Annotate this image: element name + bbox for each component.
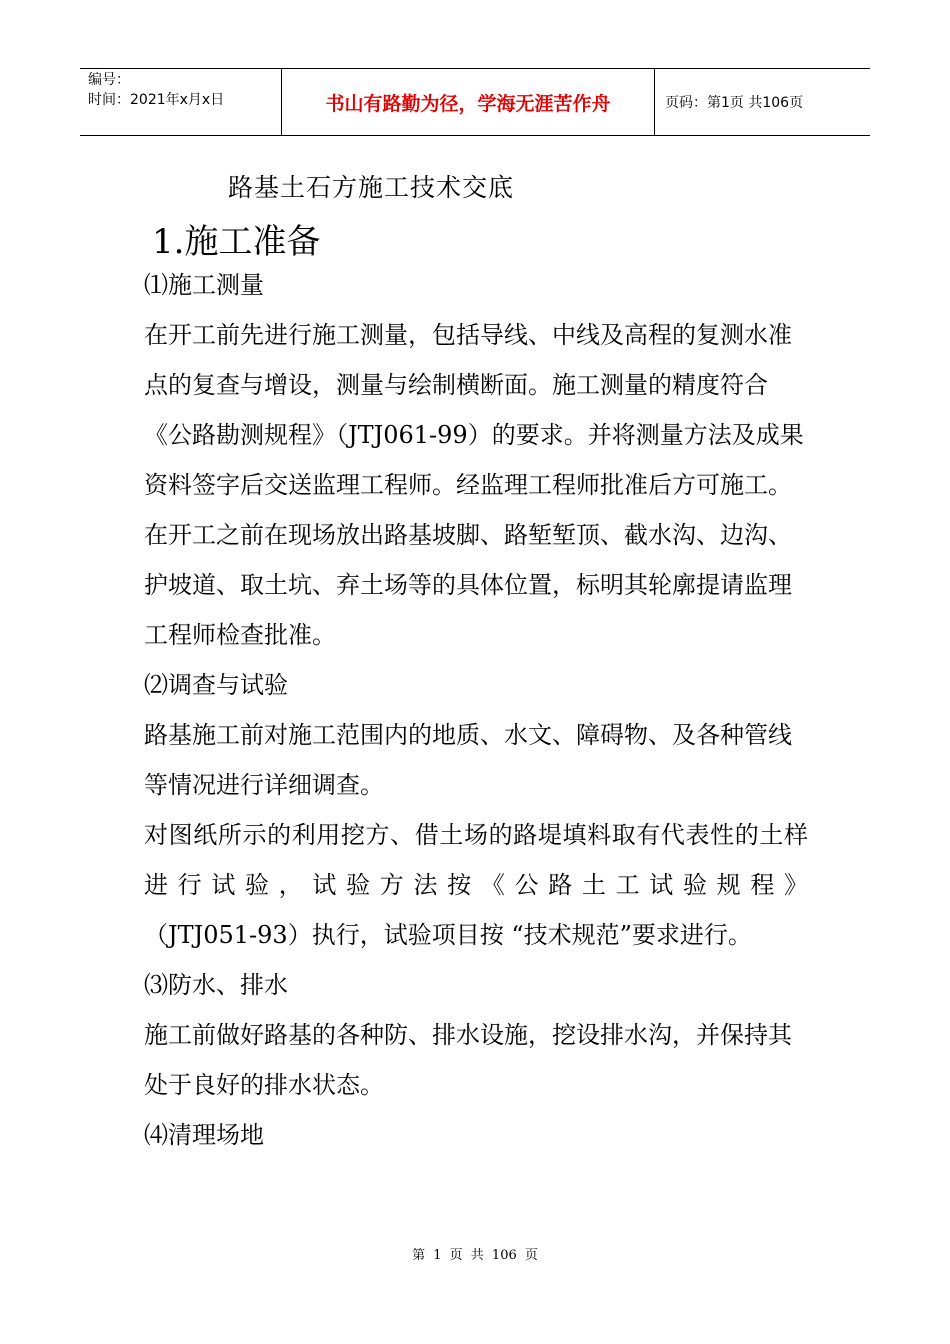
header-page-cell bbox=[655, 69, 870, 135]
subheading-survey: ⑴施工测量 bbox=[144, 271, 264, 299]
header-motto: 书山有路勤为径，学海无涯苦作舟 bbox=[325, 92, 611, 115]
section-heading: 1.施工准备 bbox=[152, 222, 321, 262]
paragraph-site-layout: 在开工之前在现场放出路基坡脚、路堑堑顶、截水沟、边沟、护坡道、取土坑、弃土场等的具体位置，标明其轮廓提请监理工程师检查批准。 bbox=[144, 521, 792, 649]
paragraph-testing-standard: （JTJ051-93）执行，试验项目按 “技术规范”要求进行。 bbox=[144, 921, 752, 949]
document-date: 时间：2021年x月x日 bbox=[88, 92, 225, 108]
paragraph-investigation: 路基施工前对施工范围内的地质、水文、障碍物、及各种管线等情况进行详细调查。 bbox=[144, 721, 792, 799]
page-footer: 第 1 页 共 106 页 bbox=[412, 1248, 538, 1263]
paragraph-survey-details: 在开工前先进行施工测量，包括导线、中线及高程的复测水准点的复查与增设，测量与绘制横断面。施工测量的精度符合《公路勘测规程》（JTJ061-99）的要求。并将测量方法及成果资料签字后交送监理工程师。经监理工程师批准后方可施工。 bbox=[144, 321, 804, 499]
header-motto-cell bbox=[282, 69, 655, 135]
document-title: 路基土石方施工技术交底 bbox=[228, 173, 515, 202]
subheading-investigation: ⑵调查与试验 bbox=[144, 671, 288, 699]
header-meta-cell bbox=[80, 69, 282, 135]
document-body bbox=[144, 260, 808, 1160]
subheading-drainage: ⑶防水、排水 bbox=[144, 971, 288, 999]
header-page-info: 页码：第1页 共106页 bbox=[665, 95, 804, 111]
document-number-label: 编号： bbox=[88, 72, 130, 88]
subheading-site-clearing: ⑷清理场地 bbox=[144, 1121, 264, 1149]
paragraph-drainage: 施工前做好路基的各种防、排水设施，挖设排水沟，并保持其处于良好的排水状态。 bbox=[144, 1021, 792, 1099]
paragraph-soil-testing: 对图纸所示的利用挖方、借土场的路堤填料取有代表性的土样进行试验，试验方法按《公路土工试验规程》 bbox=[144, 821, 808, 899]
page-header bbox=[80, 68, 870, 136]
